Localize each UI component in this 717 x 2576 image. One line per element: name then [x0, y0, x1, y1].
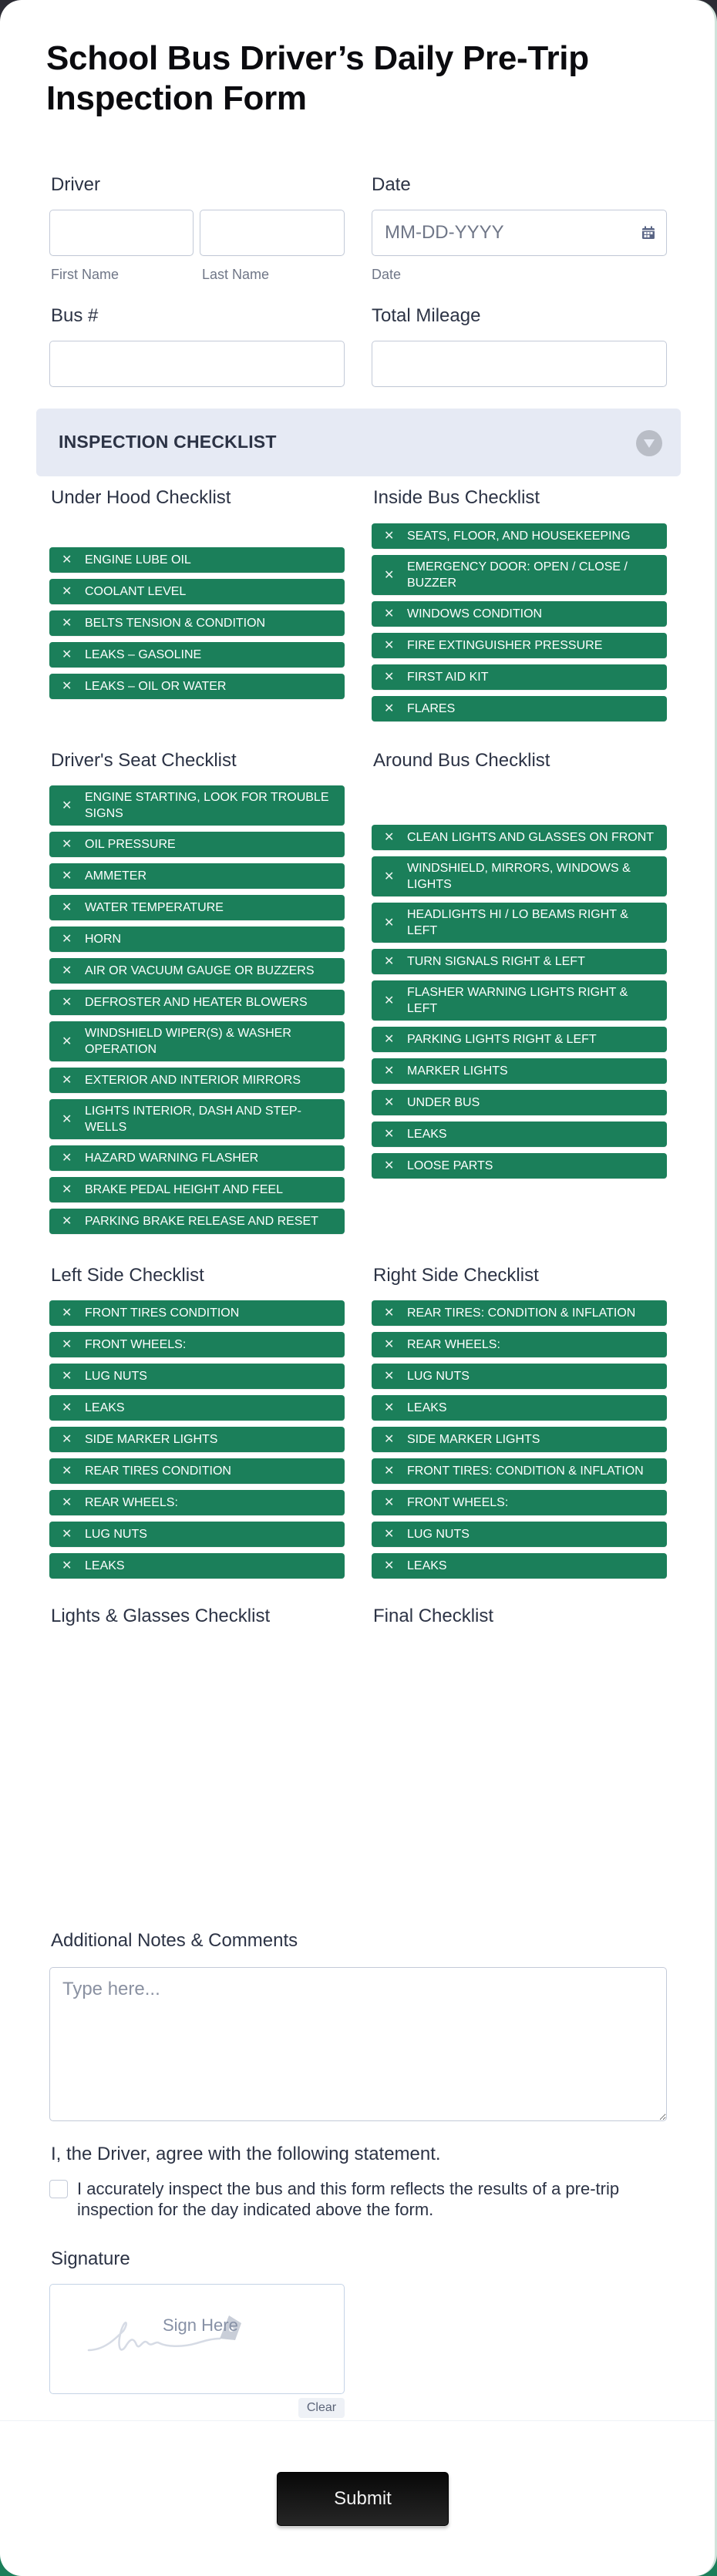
close-x-icon[interactable]: ✕ [62, 553, 72, 567]
calendar-icon[interactable] [641, 226, 655, 240]
checklist-item-label: PARKING BRAKE RELEASE AND RESET [85, 1215, 318, 1228]
close-x-icon[interactable]: ✕ [62, 1559, 72, 1572]
checklist-item-label: LEAKS [407, 1401, 447, 1414]
close-x-icon[interactable]: ✕ [62, 1338, 72, 1351]
checklist-item-label: FIRST AID KIT [407, 671, 489, 684]
agreement-label: I, the Driver, agree with the following statement. [51, 2144, 441, 2164]
close-x-icon[interactable]: ✕ [384, 994, 395, 1007]
inspection-checklist-header[interactable] [36, 409, 681, 476]
checklist-item[interactable] [372, 980, 667, 1021]
checklist-item[interactable] [372, 1427, 667, 1452]
checklist-item-label: ENGINE LUBE OIL [85, 553, 191, 567]
checklist-item-label: FRONT TIRES: CONDITION & INFLATION [407, 1465, 644, 1478]
close-x-icon[interactable]: ✕ [384, 916, 395, 930]
drivers-seat-list [49, 785, 345, 1240]
checklist-item[interactable] [49, 1364, 345, 1389]
close-x-icon[interactable]: ✕ [384, 1338, 395, 1351]
form-title: School Bus Driver’s Daily Pre-Trip Inspection Form [46, 39, 589, 117]
checklist-item-label: WATER TEMPERATURE [85, 901, 224, 914]
checklist-item-label: LUG NUTS [407, 1528, 470, 1541]
checklist-item[interactable] [372, 555, 667, 595]
agreement-text[interactable]: I accurately inspect the bus and this form reflects the results of a pre-trip inspection for the day indicated above the form. [77, 2179, 620, 2219]
lights-glasses-heading: Lights & Glasses Checklist [51, 1606, 271, 1626]
checklist-item-label: LUG NUTS [85, 1528, 147, 1541]
close-x-icon[interactable]: ✕ [62, 964, 72, 977]
close-x-icon[interactable]: ✕ [62, 1496, 72, 1509]
checklist-item-label: SEATS, FLOOR, AND HOUSEKEEPING [407, 530, 631, 543]
checklist-item[interactable] [49, 895, 345, 920]
checklist-item[interactable] [49, 785, 345, 826]
checklist-item-label: FLARES [407, 702, 456, 715]
close-x-icon[interactable]: ✕ [62, 1112, 72, 1126]
checklist-item-label: REAR TIRES CONDITION [85, 1465, 231, 1478]
bus-number-label: Bus # [51, 305, 99, 326]
checklist-item-label: AMMETER [85, 869, 146, 883]
checklist-item-label: LUG NUTS [407, 1370, 470, 1383]
checklist-item[interactable] [49, 1021, 345, 1061]
total-mileage-label: Total Mileage [372, 305, 481, 326]
checklist-item[interactable] [372, 1027, 667, 1052]
checklist-item-label: HAZARD WARNING FLASHER [85, 1152, 259, 1165]
close-x-icon[interactable]: ✕ [384, 639, 395, 652]
chevron-down-circle-icon[interactable] [636, 430, 662, 456]
close-x-icon[interactable]: ✕ [384, 702, 395, 715]
checklist-item-label: EXTERIOR AND INTERIOR MIRRORS [85, 1074, 301, 1087]
checklist-item-label: HORN [85, 933, 122, 946]
checklist-item[interactable] [372, 1300, 667, 1326]
close-x-icon[interactable]: ✕ [62, 1465, 72, 1478]
left-side-list [49, 1300, 345, 1585]
close-x-icon[interactable]: ✕ [384, 530, 395, 543]
checklist-item[interactable] [372, 1153, 667, 1179]
checklist-item[interactable] [49, 832, 345, 857]
left-side-heading: Left Side Checklist [51, 1265, 204, 1286]
checklist-item-label: BRAKE PEDAL HEIGHT AND FEEL [85, 1183, 283, 1196]
close-x-icon[interactable]: ✕ [384, 831, 395, 844]
checklist-item-label: FLASHER WARNING LIGHTS RIGHT & LEFT [407, 986, 628, 1015]
total-mileage-input[interactable] [372, 341, 667, 387]
close-x-icon[interactable]: ✕ [384, 1559, 395, 1572]
checklist-item[interactable] [49, 1458, 345, 1484]
checklist-item-label: AIR OR VACUUM GAUGE OR BUZZERS [85, 964, 315, 977]
checklist-item[interactable] [372, 949, 667, 974]
date-label: Date [372, 174, 411, 195]
signature-label: Signature [51, 2248, 130, 2269]
under-hood-list [49, 547, 345, 705]
checklist-item[interactable] [49, 1177, 345, 1202]
checklist-item[interactable] [372, 1122, 667, 1147]
inside-bus-heading: Inside Bus Checklist [373, 487, 540, 508]
date-sublabel: Date [372, 267, 402, 282]
close-x-icon[interactable]: ✕ [62, 838, 72, 851]
checklist-item[interactable] [372, 1090, 667, 1115]
checklist-item[interactable] [372, 1490, 667, 1515]
driver-label: Driver [51, 174, 100, 195]
checklist-item-label: LUG NUTS [85, 1370, 147, 1383]
close-x-icon[interactable]: ✕ [62, 901, 72, 914]
close-x-icon[interactable]: ✕ [62, 1528, 72, 1541]
checklist-item-label: OIL PRESSURE [85, 838, 176, 851]
checklist-item[interactable] [372, 1332, 667, 1357]
checklist-item-label: MARKER LIGHTS [407, 1064, 508, 1078]
drivers-seat-heading: Driver's Seat Checklist [51, 750, 237, 771]
checklist-item-label: SIDE MARKER LIGHTS [407, 1433, 540, 1446]
close-x-icon[interactable]: ✕ [384, 1496, 395, 1509]
agreement-checkbox[interactable] [49, 2180, 68, 2198]
checklist-item-label: TURN SIGNALS RIGHT & LEFT [407, 955, 585, 968]
close-x-icon[interactable]: ✕ [62, 617, 72, 630]
checklist-item-label: COOLANT LEVEL [85, 585, 187, 598]
checklist-item[interactable] [49, 990, 345, 1015]
notes-textarea[interactable] [49, 1967, 667, 2121]
checklist-item[interactable] [49, 674, 345, 699]
checklist-item[interactable] [372, 1395, 667, 1421]
close-x-icon[interactable]: ✕ [384, 1528, 395, 1541]
signature-pad[interactable] [49, 2284, 345, 2394]
checklist-item[interactable] [372, 601, 667, 627]
checklist-item-label: LEAKS [85, 1559, 125, 1572]
close-x-icon[interactable]: ✕ [62, 648, 72, 661]
checklist-item-label: LEAKS – OIL OR WATER [85, 680, 227, 693]
checklist-item-label: FRONT WHEELS: [407, 1496, 509, 1509]
checklist-item-label: FIRE EXTINGUISHER PRESSURE [407, 639, 603, 652]
close-x-icon[interactable]: ✕ [62, 1034, 72, 1048]
close-x-icon[interactable]: ✕ [62, 1183, 72, 1196]
date-placeholder: MM-DD-YYYY [385, 222, 504, 243]
close-x-icon[interactable]: ✕ [62, 1370, 72, 1383]
checklist-item-label: EMERGENCY DOOR: OPEN / CLOSE / BUZZER [407, 560, 628, 590]
checklist-item-label: UNDER BUS [407, 1096, 480, 1109]
close-x-icon[interactable]: ✕ [62, 680, 72, 693]
close-x-icon[interactable]: ✕ [384, 1033, 395, 1046]
checklist-item-label: LEAKS [85, 1401, 125, 1414]
last-name-sublabel: Last Name [202, 267, 270, 282]
close-x-icon[interactable]: ✕ [384, 1128, 395, 1141]
checklist-item[interactable] [372, 903, 667, 943]
inside-bus-list [372, 523, 667, 728]
checklist-item[interactable] [372, 1553, 667, 1579]
checklist-item-label: LEAKS [407, 1559, 447, 1572]
footer-divider [0, 2420, 715, 2421]
checklist-item[interactable] [49, 1068, 345, 1093]
close-x-icon[interactable]: ✕ [384, 1465, 395, 1478]
checklist-item-label: SIDE MARKER LIGHTS [85, 1433, 218, 1446]
checklist-item-label: REAR TIRES: CONDITION & INFLATION [407, 1306, 636, 1320]
final-checklist-heading: Final Checklist [373, 1606, 494, 1626]
checklist-item-label: LOOSE PARTS [407, 1159, 493, 1172]
sign-here-text: Sign Here [163, 2315, 238, 2335]
around-bus-heading: Around Bus Checklist [373, 750, 550, 771]
checklist-item-label: BELTS TENSION & CONDITION [85, 617, 266, 630]
close-x-icon[interactable]: ✕ [384, 1370, 395, 1383]
close-x-icon[interactable]: ✕ [384, 955, 395, 968]
under-hood-heading: Under Hood Checklist [51, 487, 231, 508]
checklist-item-label: LEAKS [407, 1128, 447, 1141]
checklist-item[interactable] [49, 1490, 345, 1515]
checklist-item[interactable] [372, 856, 667, 896]
first-name-input[interactable] [49, 210, 194, 256]
checklist-item[interactable] [49, 547, 345, 573]
close-x-icon[interactable]: ✕ [62, 1152, 72, 1165]
checklist-item-label: LIGHTS INTERIOR, DASH AND STEP-WELLS [85, 1105, 301, 1134]
checklist-item[interactable] [49, 1395, 345, 1421]
right-side-heading: Right Side Checklist [373, 1265, 539, 1286]
close-x-icon[interactable]: ✕ [62, 996, 72, 1009]
close-x-icon[interactable]: ✕ [384, 568, 395, 582]
checklist-item[interactable] [49, 1209, 345, 1234]
checklist-item[interactable] [49, 1522, 345, 1547]
close-x-icon[interactable]: ✕ [384, 1064, 395, 1078]
checklist-item-label: HEADLIGHTS HI / LO BEAMS RIGHT & LEFT [407, 908, 628, 937]
date-input[interactable] [372, 210, 667, 256]
checklist-item[interactable] [49, 610, 345, 636]
checklist-item-label: DEFROSTER AND HEATER BLOWERS [85, 996, 308, 1009]
checklist-item[interactable] [49, 579, 345, 604]
close-x-icon[interactable]: ✕ [62, 869, 72, 883]
close-x-icon[interactable]: ✕ [62, 1401, 72, 1414]
close-x-icon[interactable]: ✕ [62, 799, 72, 812]
close-x-icon[interactable]: ✕ [62, 1433, 72, 1446]
close-x-icon[interactable]: ✕ [384, 671, 395, 684]
clear-signature-button[interactable]: Clear [298, 2398, 345, 2418]
checklist-item[interactable] [372, 1364, 667, 1389]
checklist-item[interactable] [49, 642, 345, 668]
around-bus-list [372, 825, 667, 1185]
checklist-item[interactable] [372, 825, 667, 850]
checklist-item[interactable] [49, 1553, 345, 1579]
right-side-list [372, 1300, 667, 1585]
checklist-item[interactable] [372, 523, 667, 549]
first-name-sublabel: First Name [51, 267, 120, 282]
bus-number-input[interactable] [49, 341, 345, 387]
checklist-item-label: PARKING LIGHTS RIGHT & LEFT [407, 1033, 597, 1046]
checklist-item-label: WINDOWS CONDITION [407, 607, 543, 620]
checklist-item-label: LEAKS – GASOLINE [85, 648, 202, 661]
checklist-item-label: ENGINE STARTING, LOOK FOR TROUBLE SIGNS [85, 791, 329, 820]
checklist-item[interactable] [49, 863, 345, 889]
close-x-icon[interactable]: ✕ [62, 933, 72, 946]
submit-button[interactable]: Submit [277, 2472, 449, 2526]
inspection-checklist-title: INSPECTION CHECKLIST [59, 432, 277, 452]
checklist-item[interactable] [49, 926, 345, 952]
close-x-icon[interactable]: ✕ [384, 1306, 395, 1320]
checklist-item-label: FRONT WHEELS: [85, 1338, 187, 1351]
checklist-item[interactable] [49, 1145, 345, 1171]
checklist-item[interactable] [372, 1458, 667, 1484]
close-x-icon[interactable]: ✕ [384, 1096, 395, 1109]
checklist-item[interactable] [49, 1332, 345, 1357]
checklist-item[interactable] [372, 1522, 667, 1547]
close-x-icon[interactable]: ✕ [384, 869, 395, 883]
close-x-icon[interactable]: ✕ [62, 1306, 72, 1320]
close-x-icon[interactable]: ✕ [384, 1433, 395, 1446]
checklist-item-label: CLEAN LIGHTS AND GLASSES ON FRONT [407, 831, 655, 844]
checklist-item-label: REAR WHEELS: [407, 1338, 500, 1351]
close-x-icon[interactable]: ✕ [62, 1074, 72, 1087]
checklist-item[interactable] [372, 1058, 667, 1084]
checklist-item[interactable] [372, 664, 667, 690]
close-x-icon[interactable]: ✕ [384, 607, 395, 620]
checklist-item[interactable] [49, 1427, 345, 1452]
close-x-icon[interactable]: ✕ [384, 1159, 395, 1172]
checklist-item-label: REAR WHEELS: [85, 1496, 178, 1509]
checklist-item-label: WINDSHIELD WIPER(S) & WASHER OPERATION [85, 1027, 291, 1056]
checklist-item-label: FRONT TIRES CONDITION [85, 1306, 240, 1320]
close-x-icon[interactable]: ✕ [62, 585, 72, 598]
last-name-input[interactable] [200, 210, 345, 256]
notes-label: Additional Notes & Comments [51, 1930, 298, 1951]
close-x-icon[interactable]: ✕ [384, 1401, 395, 1414]
checklist-item[interactable] [49, 1099, 345, 1139]
checklist-item-label: WINDSHIELD, MIRRORS, WINDOWS & LIGHTS [407, 862, 631, 891]
checklist-item[interactable] [49, 1300, 345, 1326]
close-x-icon[interactable]: ✕ [62, 1215, 72, 1228]
checklist-item[interactable] [372, 696, 667, 721]
checklist-item[interactable] [372, 633, 667, 658]
checklist-item[interactable] [49, 958, 345, 984]
